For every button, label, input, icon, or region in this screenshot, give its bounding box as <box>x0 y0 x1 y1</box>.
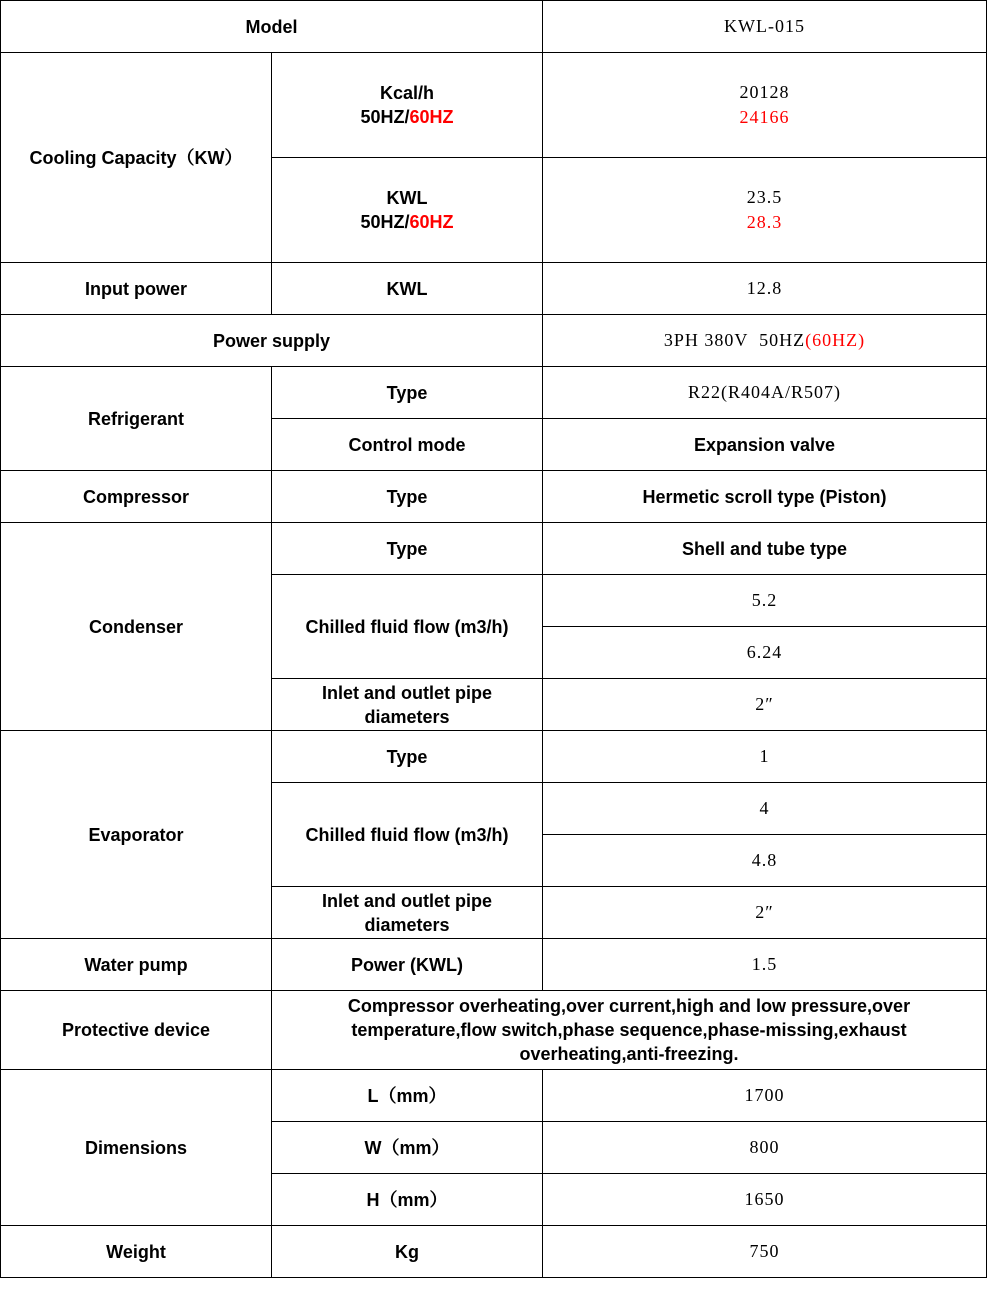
protective-device-label: Protective device <box>1 991 272 1070</box>
condenser-pipe-value: 2″ <box>543 679 987 731</box>
water-pump-label: Water pump <box>1 939 272 991</box>
compressor-type-value: Hermetic scroll type (Piston) <box>543 471 987 523</box>
row-input-power <box>1 263 987 315</box>
row-refrigerant-type <box>1 367 987 419</box>
dimension-w-label: W（mm） <box>272 1122 543 1174</box>
cooling-capacity-label: Cooling Capacity（KW） <box>1 53 272 263</box>
row-dimension-l <box>1 1070 987 1122</box>
input-power-value: 12.8 <box>543 263 987 315</box>
compressor-label: Compressor <box>1 471 272 523</box>
refrigerant-type-value: R22(R404A/R507) <box>543 367 987 419</box>
weight-value: 750 <box>543 1226 987 1278</box>
row-water-pump <box>1 939 987 991</box>
evaporator-pipe-label: Inlet and outlet pipe diameters <box>272 887 543 939</box>
evaporator-type-label: Type <box>272 731 543 783</box>
cooling-kcal-sep: / <box>404 107 410 127</box>
cooling-kcal-value <box>543 53 987 158</box>
input-power-unit: KWL <box>272 263 543 315</box>
cooling-kwl-sep: / <box>404 212 410 232</box>
evaporator-flow-60: 4.8 <box>543 835 987 887</box>
condenser-flow-60: 6.24 <box>543 627 987 679</box>
cooling-kwl-label <box>272 158 543 263</box>
dimension-l-value: 1700 <box>543 1070 987 1122</box>
cooling-kcal-unit: Kcal/h <box>379 83 435 103</box>
condenser-pipe-label: Inlet and outlet pipe diameters <box>272 679 543 731</box>
evaporator-flow-label: Chilled fluid flow (m3/h) <box>272 783 543 887</box>
model-label: Model <box>1 1 543 53</box>
cooling-kcal-value-60: 24166 <box>739 107 790 127</box>
dimension-l-label: L（mm） <box>272 1070 543 1122</box>
cooling-kwl-hz60: 60HZ <box>409 212 454 232</box>
cooling-kcal-hz50: 50HZ <box>360 107 405 127</box>
condenser-label: Condenser <box>1 523 272 731</box>
cooling-kcal-hz60: 60HZ <box>409 107 454 127</box>
row-weight <box>1 1226 987 1278</box>
condenser-flow-label: Chilled fluid flow (m3/h) <box>272 575 543 679</box>
protective-device-value: Compressor overheating,over current,high and low pressure,over temperature,flow switch,phase sequence,phase-missing,exhaust overheating,anti-freezing. <box>272 991 987 1070</box>
power-supply-value <box>543 315 987 367</box>
dimension-w-value: 800 <box>543 1122 987 1174</box>
dimension-h-value: 1650 <box>543 1174 987 1226</box>
refrigerant-type-label: Type <box>272 367 543 419</box>
condenser-type-value: Shell and tube type <box>543 523 987 575</box>
cooling-kwl-value <box>543 158 987 263</box>
evaporator-label: Evaporator <box>1 731 272 939</box>
cooling-kwl-unit: KWL <box>386 188 428 208</box>
condenser-flow-50: 5.2 <box>543 575 987 627</box>
refrigerant-control-label: Control mode <box>272 419 543 471</box>
input-power-label: Input power <box>1 263 272 315</box>
model-value: KWL-015 <box>543 1 987 53</box>
evaporator-flow-50: 4 <box>543 783 987 835</box>
weight-unit: Kg <box>272 1226 543 1278</box>
cooling-kwl-value-60: 28.3 <box>746 212 783 232</box>
row-cooling-kcal <box>1 53 987 158</box>
cooling-kwl-value-50: 23.5 <box>746 187 783 207</box>
refrigerant-label: Refrigerant <box>1 367 272 471</box>
row-evaporator-type <box>1 731 987 783</box>
water-pump-value: 1.5 <box>543 939 987 991</box>
row-model <box>1 1 987 53</box>
power-supply-value-50: 3PH 380V 50HZ <box>663 330 806 350</box>
evaporator-type-value: 1 <box>543 731 987 783</box>
row-power-supply <box>1 315 987 367</box>
row-protective-device <box>1 991 987 1070</box>
cooling-kcal-label <box>272 53 543 158</box>
compressor-type-label: Type <box>272 471 543 523</box>
dimension-h-label: H（mm） <box>272 1174 543 1226</box>
dimensions-label: Dimensions <box>1 1070 272 1226</box>
evaporator-pipe-value: 2″ <box>543 887 987 939</box>
row-compressor <box>1 471 987 523</box>
condenser-type-label: Type <box>272 523 543 575</box>
power-supply-value-60: (60HZ) <box>805 330 866 350</box>
cooling-kcal-value-50: 20128 <box>739 82 790 102</box>
weight-label: Weight <box>1 1226 272 1278</box>
water-pump-power-label: Power (KWL) <box>272 939 543 991</box>
row-condenser-type <box>1 523 987 575</box>
refrigerant-control-value: Expansion valve <box>543 419 987 471</box>
power-supply-label: Power supply <box>1 315 543 367</box>
cooling-kwl-hz50: 50HZ <box>360 212 405 232</box>
